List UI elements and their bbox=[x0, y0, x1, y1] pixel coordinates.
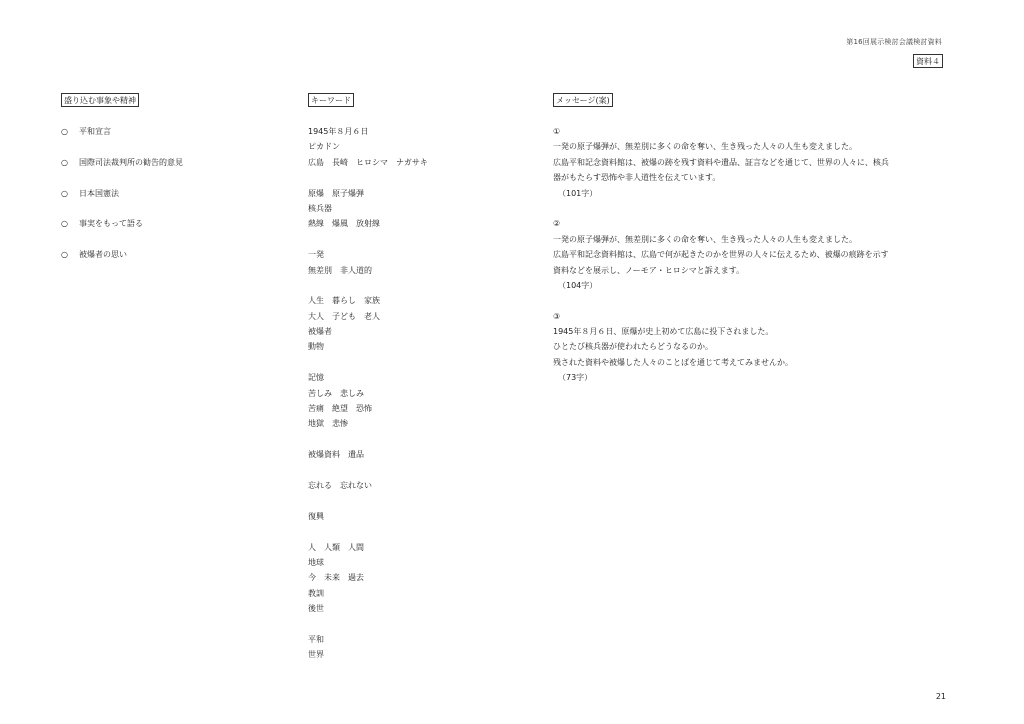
keywords-list bbox=[308, 124, 428, 663]
message-line: 器がもたらす恐怖や非人道性を伝えています。 bbox=[553, 173, 721, 183]
message-line: 一発の原子爆弾が、無差別に多くの命を奪い、生き残った人々の人生も変えました。 bbox=[553, 234, 857, 244]
theme-item bbox=[61, 155, 183, 170]
keyword-line: 平和 bbox=[308, 634, 324, 644]
spacer bbox=[308, 617, 428, 632]
spacer bbox=[308, 170, 428, 185]
keyword-line: 忘れる 忘れない bbox=[308, 480, 372, 490]
keyword-line: 核兵器 bbox=[308, 203, 332, 213]
page-number: 21 bbox=[935, 692, 946, 701]
keyword-line: 後世 bbox=[308, 604, 324, 614]
message-number: ② bbox=[553, 219, 561, 229]
keyword-line: 教訓 bbox=[308, 588, 324, 598]
message-line: 広島平和記念資料館は、被爆の跡を残す資料や遺品、証言などを通じて、世界の人々に、核兵 bbox=[553, 157, 889, 167]
theme-item bbox=[61, 216, 183, 231]
keyword-line: 記憶 bbox=[308, 373, 324, 383]
keyword-line: 苦しみ 悲しみ bbox=[308, 388, 364, 398]
keyword-line: 無差別 非人道的 bbox=[308, 265, 372, 275]
keyword-line: 世界 bbox=[308, 650, 324, 660]
document-label: 資料４ bbox=[913, 54, 943, 68]
spacer bbox=[308, 355, 428, 370]
keyword-line: ピカドン bbox=[308, 142, 340, 152]
keyword-line: 被爆者 bbox=[308, 327, 332, 337]
themes-heading: 盛り込む事象や精神 bbox=[61, 93, 139, 107]
theme-item bbox=[61, 247, 183, 262]
message-line: 1945年８月６日、原爆が史上初めて広島に投下されました。 bbox=[553, 327, 774, 337]
keyword-line: 動物 bbox=[308, 342, 324, 352]
message-number: ① bbox=[553, 127, 561, 136]
message-line: 資料などを展示し、ノーモア・ヒロシマと訴えます。 bbox=[553, 265, 745, 275]
circle-bullet-icon: ○ bbox=[61, 219, 68, 229]
spacer bbox=[308, 278, 428, 293]
spacer bbox=[553, 293, 889, 308]
message-number: ③ bbox=[553, 311, 561, 321]
theme-item bbox=[61, 186, 183, 201]
message-line: 残された資料や被爆した人々のことばを通じて考えてみませんか。 bbox=[553, 357, 793, 367]
circle-bullet-icon: ○ bbox=[61, 157, 68, 167]
circle-bullet-icon: ○ bbox=[61, 250, 68, 260]
keyword-line: 熱線 爆風 放射線 bbox=[308, 219, 380, 229]
theme-label: 被爆者の思い bbox=[79, 250, 127, 260]
keyword-line: 今 未来 過去 bbox=[308, 573, 364, 583]
messages-heading: メッセージ(案) bbox=[553, 93, 613, 107]
message-line: 広島平和記念資料館は、広島で何が起きたのかを世界の人々に伝えるため、被爆の痕跡を示す bbox=[553, 250, 889, 260]
theme-item bbox=[61, 124, 183, 139]
spacer bbox=[308, 524, 428, 539]
keyword-line: 人生 暮らし 家族 bbox=[308, 296, 380, 306]
theme-label: 事実をもって語る bbox=[79, 219, 143, 229]
circle-bullet-icon: ○ bbox=[61, 188, 68, 198]
message-line: 一発の原子爆弾が、無差別に多くの命を奪い、生き残った人々の人生も変えました。 bbox=[553, 142, 857, 152]
keyword-line: 1945年８月６日 bbox=[308, 127, 369, 136]
spacer bbox=[308, 493, 428, 508]
spacer bbox=[553, 201, 889, 216]
theme-label: 国際司法裁判所の勧告的意見 bbox=[79, 157, 183, 167]
messages-list bbox=[553, 124, 889, 386]
themes-list bbox=[61, 124, 183, 278]
theme-label: 日本国憲法 bbox=[79, 188, 119, 198]
theme-label: 平和宣言 bbox=[79, 127, 111, 136]
character-count: （101字） bbox=[558, 188, 598, 198]
spacer bbox=[308, 232, 428, 247]
keyword-line: 復興 bbox=[308, 511, 324, 521]
character-count: （104字） bbox=[558, 280, 598, 290]
keyword-line: 被爆資料 遺品 bbox=[308, 450, 364, 460]
keyword-line: 広島 長崎 ヒロシマ ナガサキ bbox=[308, 157, 428, 167]
keywords-heading: キーワード bbox=[308, 93, 354, 107]
keyword-line: 苦痛 絶望 恐怖 bbox=[308, 404, 372, 414]
message-line: ひとたび核兵器が使われたらどうなるのか。 bbox=[553, 342, 713, 352]
keyword-line: 原爆 原子爆弾 bbox=[308, 188, 364, 198]
circle-bullet-icon: ○ bbox=[61, 127, 68, 136]
spacer bbox=[308, 463, 428, 478]
spacer bbox=[308, 432, 428, 447]
keyword-line: 人 人類 人間 bbox=[308, 542, 364, 552]
character-count: （73字） bbox=[558, 373, 593, 383]
keyword-line: 地獄 悲惨 bbox=[308, 419, 348, 429]
keyword-line: 一発 bbox=[308, 250, 324, 260]
keyword-line: 大人 子ども 老人 bbox=[308, 311, 380, 321]
meeting-title: 第16回展示検討会議検討資料 bbox=[846, 38, 942, 46]
keyword-line: 地球 bbox=[308, 557, 324, 567]
